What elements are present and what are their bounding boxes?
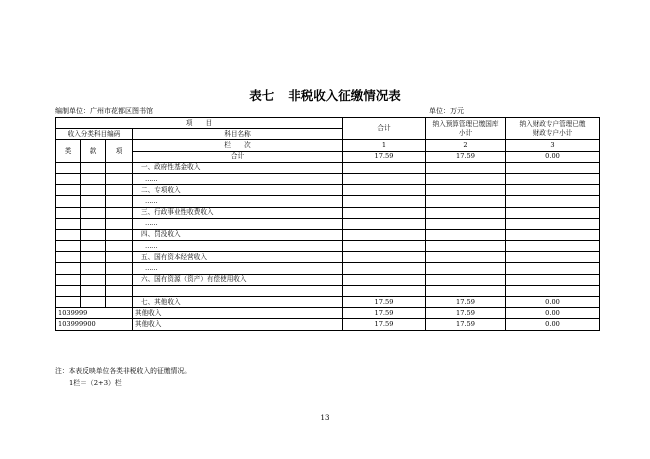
table-title xyxy=(0,86,650,104)
table-name: 非税收入征缴情况表 xyxy=(288,88,401,103)
total-budget-value: 17.59 xyxy=(426,151,506,162)
detail-code: 1039999 xyxy=(56,308,133,319)
section-dots-row xyxy=(56,285,600,296)
header-special-line1: 纳入财政专户管理已缴 xyxy=(519,119,586,128)
section-name: 二、专项收入 xyxy=(133,185,343,196)
header-row-1 xyxy=(56,118,600,129)
header-xiang: 项 xyxy=(106,140,133,162)
total-value: 17.59 xyxy=(343,151,426,162)
non-tax-revenue-table xyxy=(55,117,600,331)
section-name: 四、罚没收入 xyxy=(133,229,343,240)
currency-unit: 单位：万元 xyxy=(429,107,464,115)
compiling-unit: 编制单位：广州市花都区图书馆 xyxy=(55,107,153,115)
section-dots: …… xyxy=(133,218,343,229)
header-kuan: 款 xyxy=(81,140,106,162)
section-dots: …… xyxy=(133,196,343,207)
total-row xyxy=(56,151,600,162)
detail-budget: 17.59 xyxy=(426,308,506,319)
section-name: 七、其他收入 xyxy=(133,297,343,308)
total-special-value: 0.00 xyxy=(506,151,600,162)
header-budget-line1: 纳入预算管理已缴国库 xyxy=(432,119,499,128)
header-column-order: 栏 次 xyxy=(133,140,343,151)
section-total: 17.59 xyxy=(343,297,426,308)
detail-row xyxy=(56,319,600,330)
header-budget-line2: 小计 xyxy=(458,128,473,137)
section-special: 0.00 xyxy=(506,297,600,308)
page-number: 13 xyxy=(320,414,330,422)
header-classification-code: 收入分类科目编码 xyxy=(56,129,133,140)
detail-budget: 17.59 xyxy=(426,319,506,330)
header-special xyxy=(506,118,600,140)
detail-name: 其他收入 xyxy=(133,308,343,319)
section-name: 五、国有资本经营收入 xyxy=(133,252,343,263)
section-name: 三、行政事业性收费收入 xyxy=(133,207,343,218)
section-dots: …… xyxy=(133,173,343,184)
detail-code: 103999900 xyxy=(56,319,133,330)
header-budget xyxy=(426,118,506,140)
section-row xyxy=(56,162,600,173)
footnote-formula: 1栏＝（2+3）栏 xyxy=(69,379,122,387)
section-dots-row xyxy=(56,263,600,274)
section-row xyxy=(56,207,600,218)
section-dots xyxy=(133,285,343,296)
section-dots-row xyxy=(56,218,600,229)
header-special-line2: 财政专户小计 xyxy=(532,128,573,137)
section-dots: …… xyxy=(133,263,343,274)
header-row-3 xyxy=(56,140,600,151)
detail-special: 0.00 xyxy=(506,319,600,330)
section-name: 六、国有资源（资产）有偿使用收入 xyxy=(133,274,343,285)
section-dots-row xyxy=(56,241,600,252)
section-dots-row xyxy=(56,196,600,207)
column-number-1: 1 xyxy=(343,140,426,151)
total-label: 合计 xyxy=(133,151,343,162)
section-dots-row xyxy=(56,173,600,184)
footnote: 注：本表反映单位各类非税收入的征缴情况。 xyxy=(55,367,191,375)
detail-total: 17.59 xyxy=(343,308,426,319)
header-total: 合计 xyxy=(343,118,426,140)
section-budget: 17.59 xyxy=(426,297,506,308)
header-subject-name: 科目名称 xyxy=(133,129,343,140)
detail-total: 17.59 xyxy=(343,319,426,330)
section-row xyxy=(56,297,600,308)
column-number-3: 3 xyxy=(506,140,600,151)
header-item: 项 目 xyxy=(56,118,343,129)
section-row xyxy=(56,229,600,240)
section-name: 一、政府性基金收入 xyxy=(133,162,343,173)
table-number: 表七 xyxy=(249,88,275,103)
detail-row xyxy=(56,308,600,319)
section-row xyxy=(56,274,600,285)
header-lei: 类 xyxy=(56,140,81,162)
detail-name: 其他收入 xyxy=(133,319,343,330)
detail-special: 0.00 xyxy=(506,308,600,319)
section-row xyxy=(56,185,600,196)
section-row xyxy=(56,252,600,263)
section-dots: …… xyxy=(133,241,343,252)
column-number-2: 2 xyxy=(426,140,506,151)
